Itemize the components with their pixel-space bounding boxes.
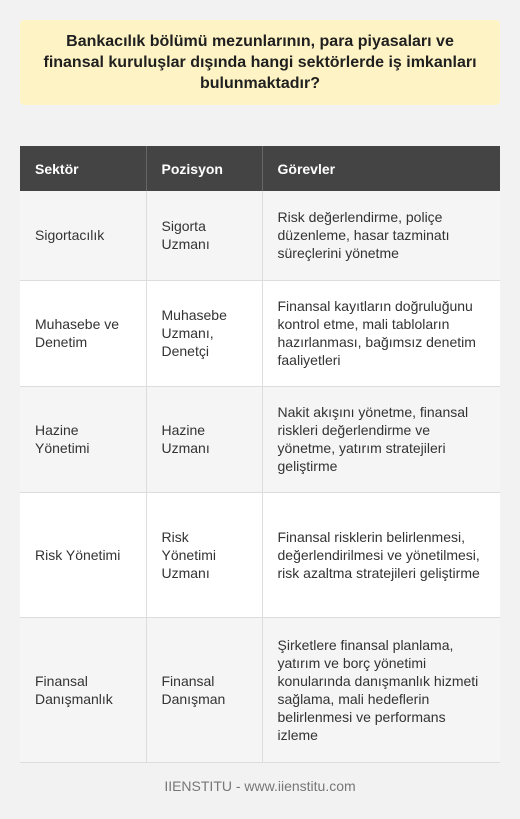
cell-sector: Risk Yönetimi — [20, 492, 146, 617]
cell-duties: Finansal risklerin belirlenmesi, değerlendirilmesi ve yönetilmesi, risk azaltma stratejileri geliştirme — [262, 492, 500, 617]
title-box — [20, 20, 500, 105]
cell-sector: Finansal Danışmanlık — [20, 617, 146, 762]
header-duties: Görevler — [262, 146, 500, 191]
page-title: Bankacılık bölümü mezunlarının, para piyasaları ve finansal kuruluşlar dışında hangi sektörlerde iş imkanları bulunmaktadır? — [43, 33, 477, 92]
cell-duties: Nakit akışını yönetme, finansal riskleri değerlendirme ve yönetme, yatırım stratejileri geliştirme — [262, 386, 500, 492]
cell-position: Muhasebe Uzmanı, Denetçi — [146, 280, 262, 386]
header-position: Pozisyon — [146, 146, 262, 191]
cell-sector: Sigortacılık — [20, 191, 146, 280]
cell-duties: Finansal kayıtların doğruluğunu kontrol etme, mali tabloların hazırlanması, bağımsız denetim faaliyetleri — [262, 280, 500, 386]
header-sector: Sektör — [20, 146, 146, 191]
table-row — [20, 617, 500, 762]
sector-table — [20, 146, 500, 763]
cell-position: Finansal Danışman — [146, 617, 262, 762]
cell-sector: Muhasebe ve Denetim — [20, 280, 146, 386]
table-row — [20, 386, 500, 492]
table-header-row — [20, 146, 500, 191]
table-row — [20, 492, 500, 617]
cell-sector: Hazine Yönetimi — [20, 386, 146, 492]
cell-position: Risk Yönetimi Uzmanı — [146, 492, 262, 617]
cell-position: Sigorta Uzmanı — [146, 191, 262, 280]
cell-duties: Risk değerlendirme, poliçe düzenleme, hasar tazminatı süreçlerini yönetme — [262, 191, 500, 280]
cell-position: Hazine Uzmanı — [146, 386, 262, 492]
table-row — [20, 280, 500, 386]
footer-credit: IIENSTITU - www.iienstitu.com — [164, 778, 356, 794]
table-row — [20, 191, 500, 280]
cell-duties: Şirketlere finansal planlama, yatırım ve borç yönetimi konularında danışmanlık hizmeti sağlama, mali hedeflerin belirlenmesi ve performans izleme — [262, 617, 500, 762]
